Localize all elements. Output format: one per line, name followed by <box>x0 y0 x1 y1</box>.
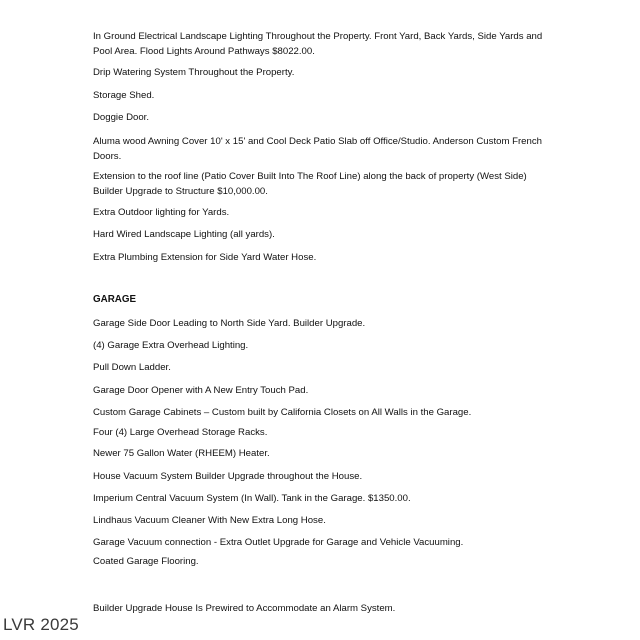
list-item: In Ground Electrical Landscape Lighting Throughout the Property. Front Yard, Back Yards, Side Yards and Pool Area. Flood Lights Around Pathways $8022.00. <box>93 31 543 57</box>
list-item: Aluma wood Awning Cover 10' x 15' and Cool Deck Patio Slab off Office/Studio. Anderson Custom French Doors. <box>93 136 542 162</box>
list-item: Coated Garage Flooring. <box>93 556 199 567</box>
list-item: Drip Watering System Throughout the Property. <box>93 67 295 78</box>
list-item: Storage Shed. <box>93 90 155 101</box>
list-item: Extra Plumbing Extension for Side Yard Water Hose. <box>93 252 317 263</box>
section-heading-garage: GARAGE <box>93 294 137 305</box>
watermark: LVR 2025 <box>3 615 79 634</box>
list-item: House Vacuum System Builder Upgrade throughout the House. <box>93 471 363 482</box>
list-item: Garage Door Opener with A New Entry Touch Pad. <box>93 385 309 396</box>
list-item: Hard Wired Landscape Lighting (all yards). <box>93 229 275 240</box>
list-item: Newer 75 Gallon Water (RHEEM) Heater. <box>93 448 270 459</box>
list-item: Garage Side Door Leading to North Side Yard. Builder Upgrade. <box>93 318 366 329</box>
list-item: Doggie Door. <box>93 112 149 123</box>
list-item: Four (4) Large Overhead Storage Racks. <box>93 427 268 438</box>
list-item: Lindhaus Vacuum Cleaner With New Extra Long Hose. <box>93 515 326 526</box>
list-item: Extra Outdoor lighting for Yards. <box>93 207 230 218</box>
list-item: (4) Garage Extra Overhead Lighting. <box>93 340 249 351</box>
list-item: Pull Down Ladder. <box>93 362 171 373</box>
list-item: Imperium Central Vacuum System (In Wall). Tank in the Garage. $1350.00. <box>93 493 411 504</box>
list-item: Garage Vacuum connection - Extra Outlet Upgrade for Garage and Vehicle Vacuuming. <box>93 537 464 548</box>
list-item: Custom Garage Cabinets – Custom built by California Closets on All Walls in the Garage. <box>93 407 472 418</box>
list-item: Extension to the roof line (Patio Cover Built Into The Roof Line) along the back of property (West Side) Builder Upgrade to Structure $10,000.00. <box>93 171 527 197</box>
list-item: Builder Upgrade House Is Prewired to Accommodate an Alarm System. <box>93 603 396 614</box>
